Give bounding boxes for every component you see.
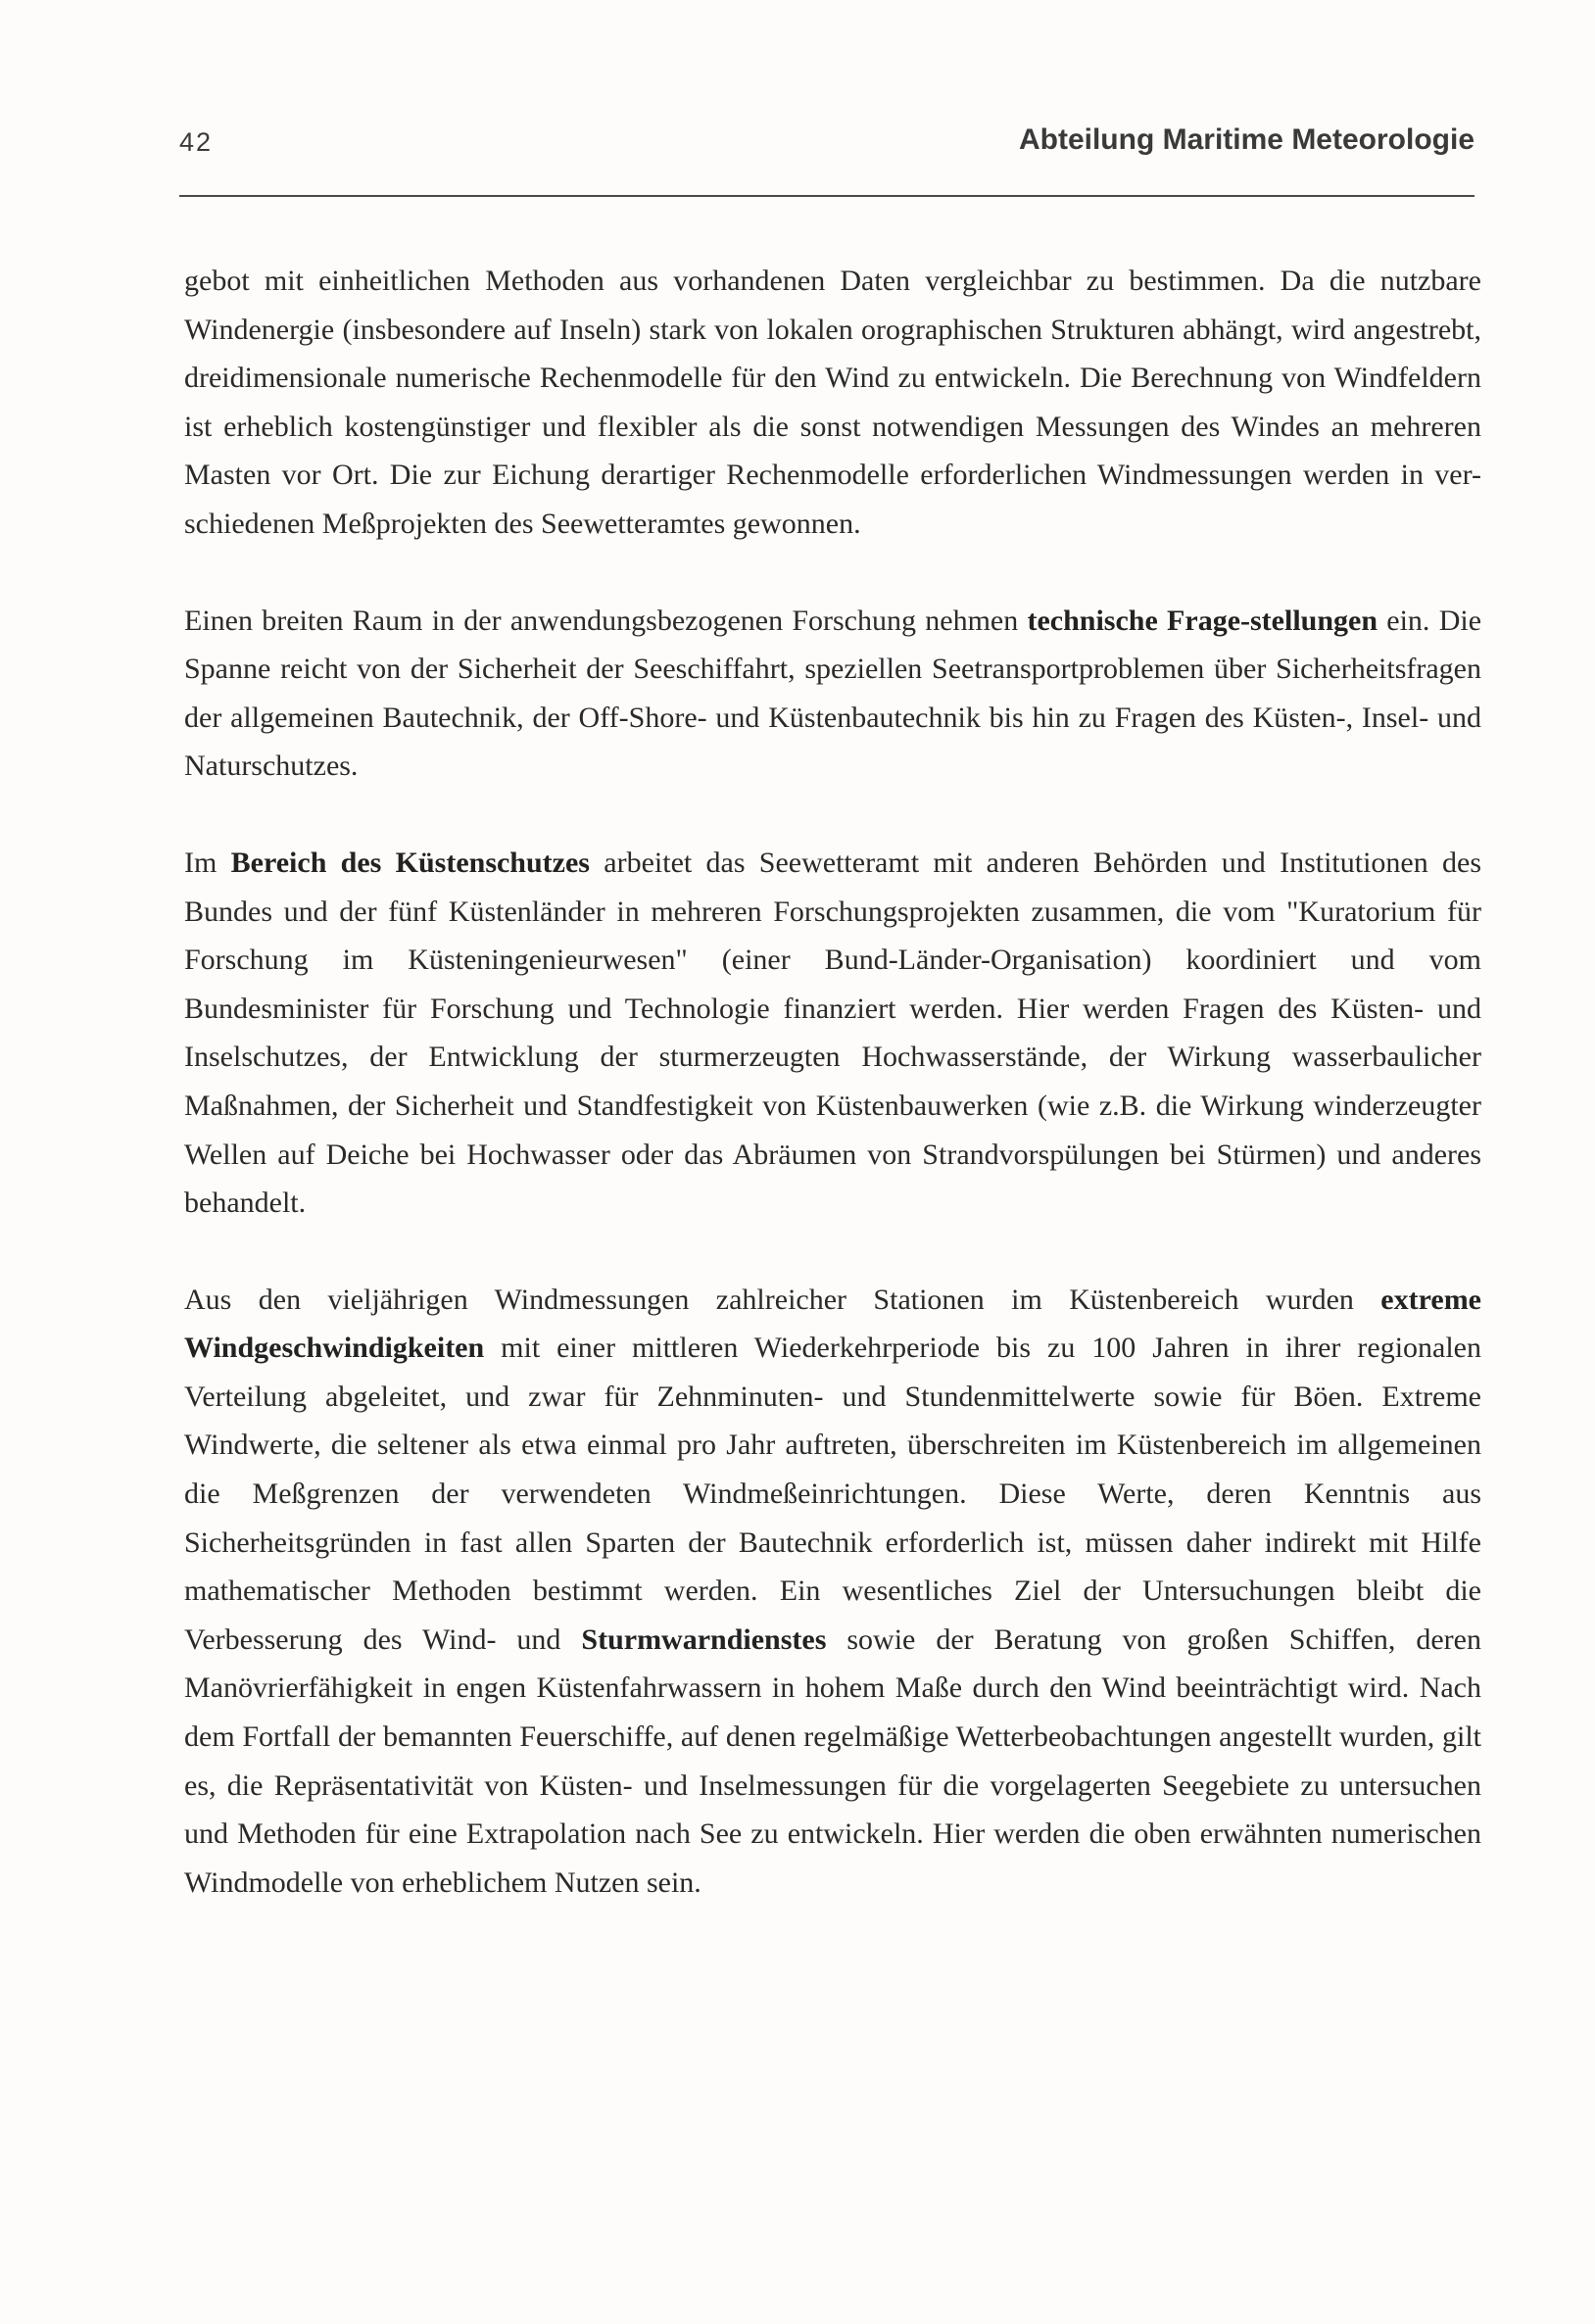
paragraph-text: arbeitet das Seewetteramt mit anderen Behörden und Institutionen des Bundes und der fünf Küstenländer in mehreren Forschungsprojekten zusammen, die vom "Kuratorium für Forschung im Küsteningenieurwesen" (einer Bund-Länder-Organisation) koordiniert und vom Bundesminister für Forschung und Technologie finanziert werden. Hier werden Fragen des Küsten- und Inselschutzes, der Entwicklung der sturmerzeugten Hochwasserstände, der Wirkung wasserbaulicher Maßnahmen, der Sicherheit und Standfestigkeit von Küstenbauwerken (wie z.B. die Wirkung winderzeugter Wellen auf Deiche bei Hochwasser oder das Abräumen von Strandvorspülungen bei Stürmen) und anderes behandelt. <box>184 846 1482 1220</box>
emphasis-sturmwarndienst: Sturmwarndienstes <box>581 1622 827 1656</box>
page-header <box>179 121 1474 170</box>
page-number: 42 <box>179 127 214 157</box>
header-divider <box>179 195 1474 197</box>
body-text <box>184 257 1481 1907</box>
emphasis-extreme-windgeschwindigkeiten: extreme Windgeschwindigkeiten <box>184 1283 1481 1365</box>
paragraph-text: ein. Die Spanne reicht von der Sicherheit der Seeschiffahrt, speziellen Seetransportproblemen über Sicherheitsfragen der allgemeinen Bautechnik, der Off-Shore- und Küstenbautechnik bis hin zu Fragen des Küsten-, Insel- und Naturschutzes. <box>184 604 1482 783</box>
emphasis-bereich-kuestenschutz: Bereich des Küstenschutzes <box>230 846 590 879</box>
paragraph-text: Aus den vieljährigen Windmessungen zahlreicher Stationen im Küstenbereich wurden <box>184 1283 1381 1316</box>
paragraph-text: Einen breiten Raum in der anwendungsbezogenen Forschung nehmen <box>184 604 1028 637</box>
running-title: Abteilung Maritime Meteorologie <box>1018 123 1474 156</box>
paragraph <box>184 257 1481 549</box>
paragraph <box>184 597 1481 791</box>
paragraph-text: Im <box>184 846 231 879</box>
paragraph-text: sowie der Beratung von großen Schiffen, deren Manövrierfähigkeit in engen Küstenfahrwassern in hohem Maße durch den Wind beeinträchtigt wird. Nach dem Fortfall der bemannten Feuerschiffe, auf denen regelmäßige Wetterbeobachtungen angestellt wurden, gilt es, die Repräsentativität von Küsten- und Inselmessungen für die vorgelagerten Seegebiete zu untersuchen und Methoden für eine Extrapolation nach See zu entwickeln. Hier werden die oben erwähnten numerischen Windmodelle von erheblichem Nutzen sein. <box>184 1622 1481 1899</box>
emphasis-technische-fragestellungen: technische Frage-stellungen <box>1027 604 1378 637</box>
paragraph <box>184 1276 1481 1908</box>
paragraph-text: gebot mit einheitlichen Methoden aus vorhandenen Daten vergleichbar zu bestimmen. Da die nutzbare Windenergie (insbesondere auf Inseln) stark von lokalen orographischen Strukturen abhängt, wird angestrebt, dreidimensionale numerische Rechenmodelle für den Wind zu entwickeln. Die Berechnung von Windfeldern ist erheblich kostengünstiger und flexibler als die sonst notwendigen Messungen des Windes an mehreren Masten vor Ort. Die zur Eichung derartiger Rechenmodelle erforderlichen Windmessungen werden in ver-schiedenen Meßprojekten des Seewetteramtes gewonnen. <box>184 265 1481 540</box>
paragraph-text: mit einer mittleren Wiederkehrperiode bis zu 100 Jahren in ihrer regionalen Verteilung abgeleitet, und zwar für Zehnminuten- und Stundenmittelwerte sowie für Böen. Extreme Windwerte, die seltener als etwa einmal pro Jahr auftreten, überschreiten im Küstenbereich im allgemeinen die Meßgrenzen der verwendeten Windmeßeinrichtungen. Diese Werte, deren Kenntnis aus Sicherheitsgründen in fast allen Sparten der Bautechnik erforderlich ist, müssen daher indirekt mit Hilfe mathematischer Methoden bestimmt werden. Ein wesentliches Ziel der Untersuchungen bleibt die Verbesserung des Wind- und <box>184 1331 1481 1656</box>
paragraph <box>184 839 1481 1228</box>
